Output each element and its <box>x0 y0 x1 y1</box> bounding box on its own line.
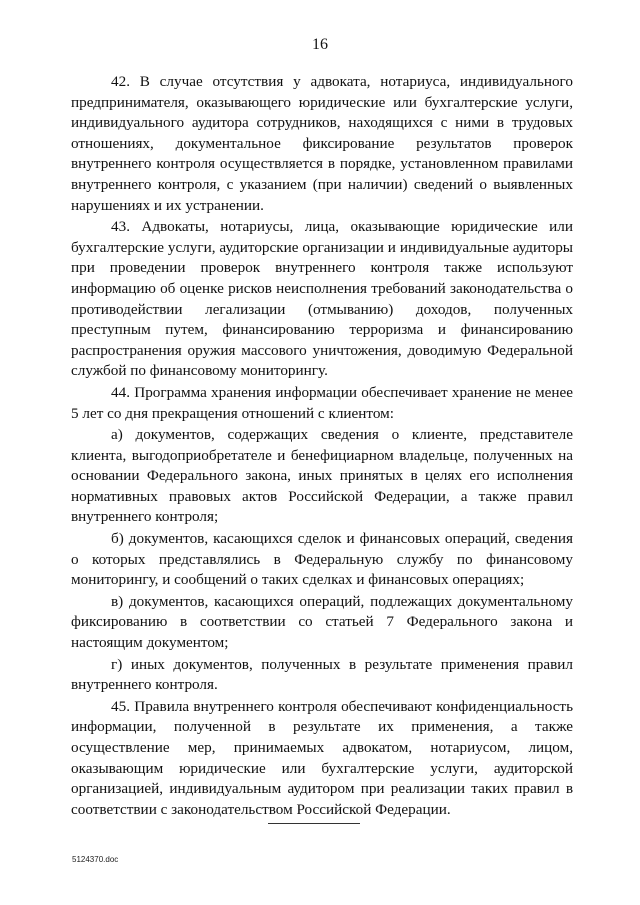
paragraph-44-a: а) документов, содержащих сведения о клиенте, представителе клиента, выгодоприобретателе и бенефициарном владельце, полученных на основании Федерального закона, иных принятых в целях его исполнения нормативных правовых актов Российской Федерации, а также правил внутреннего контроля; <box>71 426 573 526</box>
paragraph-43: 43. Адвокаты, нотариусы, лица, оказывающие юридические или бухгалтерские услуги, аудиторские организации и индивидуальные аудиторы при проведении проверок внутреннего контроля также используют информацию об оценке рисков неисполнения требований законодательства о противодействии легализации (отмыванию) доходов, полученных преступным путем, финансированию терроризма и финансированию распространения оружия массового уничтожения, доводимую Федеральной службой по финансовому мониторингу. <box>71 218 573 380</box>
paragraph-44-b: б) документов, касающихся сделок и финансовых операций, сведения о которых представлялись в Федеральную службу по финансовому мониторингу, и сообщений о таких сделках и финансовых операциях; <box>71 530 573 589</box>
paragraph-44: 44. Программа хранения информации обеспечивает хранение не менее 5 лет со дня прекращения отношений с клиентом: <box>71 383 573 422</box>
paragraph-45: 45. Правила внутреннего контроля обеспечивают конфиденциальность информации, полученной в результате их применения, а также осуществление мер, принимаемых адвокатом, нотариусом, лицом, оказывающим юридические или бухгалтерские услуги, аудиторской организацией, индивидуальным аудитором при реализации таких правил в соответствии с законодательством Российской Федерации. <box>71 697 573 818</box>
end-of-text-rule <box>268 823 360 824</box>
document-file-id: 5124370.doc <box>72 855 119 864</box>
page-number: 16 <box>312 36 328 53</box>
paragraph-44-v: в) документов, касающихся операций, подлежащих документальному фиксированию в соответствии со статьей 7 Федерального закона и настоящим документом; <box>71 592 573 652</box>
paragraph-42: 42. В случае отсутствия у адвоката, нотариуса, индивидуального предпринимателя, оказывающего юридические или бухгалтерские услуги, индивидуального аудитора сотрудников, находящихся с ними в трудовых отношениях, документальное фиксирование результатов проверок внутреннего контроля осуществляется в порядке, установленном правилами внутреннего контроля, с указанием (при наличии) сведений о выявленных нарушениях и их устранении. <box>71 73 573 214</box>
paragraph-44-g: г) иных документов, полученных в результате применения правил внутреннего контроля. <box>71 655 573 694</box>
document-body <box>71 72 573 820</box>
